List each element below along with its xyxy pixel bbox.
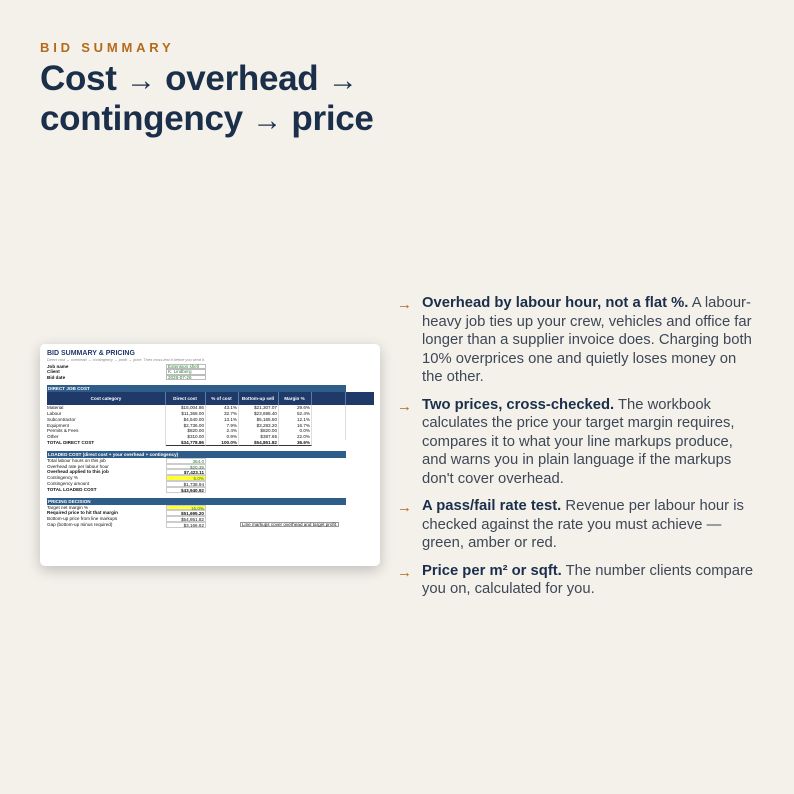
table-header <box>47 392 374 405</box>
column-header-blank <box>312 392 346 405</box>
table-cell: 22.0% <box>279 434 312 440</box>
row-label: Contingency amount <box>47 480 90 486</box>
feature-body: A labour-heavy job ties up your crew, vehicles and office far longer than a supplier invoice does. Charging both 10% overprices one and quietly loses money on the other. <box>422 295 752 385</box>
row-label: Total labour hours on this job <box>47 457 106 463</box>
column-header: Cost category <box>47 392 166 405</box>
feature-lead: Two prices, cross-checked. <box>422 396 615 413</box>
gap-status-note: Line markups cover overhead and target profit. <box>242 521 338 527</box>
table-cell: 0.0% <box>279 428 312 434</box>
arrow-bullet-icon: → <box>397 397 412 415</box>
row-label: Target net margin % <box>47 504 89 510</box>
meta-value: 2026-07-26 <box>166 375 206 380</box>
row-value: $20.39 <box>166 464 206 470</box>
feature-item <box>397 396 757 489</box>
feature-lead: Overhead by labour hour, not a flat %. <box>422 295 689 311</box>
row-value: $43,940.92 <box>166 487 206 493</box>
table-cell: $820.00 <box>166 428 206 434</box>
table-cell: 16.7% <box>279 423 312 429</box>
table-cell: Labour <box>47 411 166 417</box>
meta-value: K. Lindberg <box>166 369 206 374</box>
title-part-price: price <box>291 99 374 138</box>
table-cell: $2,736.00 <box>166 423 206 429</box>
table-cell: 43.1% <box>206 405 239 411</box>
direct-cost-rows <box>47 405 374 440</box>
meta-value: Extension shell <box>166 364 206 369</box>
sheet-subtitle: Direct cost → overhead → contingency → profit → price. Then cross-test it before you send it. <box>47 358 205 362</box>
feature-text <box>422 294 757 387</box>
table-cell: 2.4% <box>206 428 239 434</box>
eyebrow-label: BID SUMMARY <box>40 40 175 55</box>
row-value: 5.0% <box>166 475 206 481</box>
title-part-contingency: contingency <box>40 99 243 138</box>
feature-list <box>397 294 757 608</box>
table-cell: $820.00 <box>239 428 279 434</box>
table-cell: 7.9% <box>206 423 239 429</box>
loaded-cost-rows <box>47 458 374 493</box>
row-value: $7,423.11 <box>166 469 206 475</box>
table-cell: 32.7% <box>206 411 239 417</box>
arrow-icon: → <box>126 64 156 97</box>
arrow-bullet-icon: → <box>397 563 412 581</box>
row-value: 15.0% <box>166 505 206 511</box>
section-band-loaded: LOADED COST (direct cost + your overhead + contingency) <box>47 451 346 458</box>
table-cell: $34,778.86 <box>166 440 206 446</box>
table-cell: 36.6% <box>279 440 312 446</box>
row-value: $54,861.82 <box>166 516 206 522</box>
sheet-meta <box>47 364 374 380</box>
table-cell: $11,368.00 <box>166 411 206 417</box>
title-part-overhead: overhead <box>165 59 319 98</box>
table-cell: Permits & Fees <box>47 428 166 434</box>
feature-item <box>397 497 757 553</box>
table-row <box>47 522 374 528</box>
table-cell: $5,165.50 <box>239 417 279 423</box>
feature-text <box>422 562 757 599</box>
feature-item <box>397 294 757 387</box>
column-header: Margin % <box>279 392 312 405</box>
feature-body: The workbook calculates the price your target margin requires, compares it to what your line markups produce, and warns you in plain language if the markups don't cover overhead. <box>422 396 735 487</box>
row-label: TOTAL LOADED COST <box>47 486 97 492</box>
sheet-title: BID SUMMARY & PRICING <box>47 350 135 357</box>
row-label: Contingency % <box>47 475 78 481</box>
table-cell: $310.00 <box>166 434 206 440</box>
column-header: Bottom-up sell <box>239 392 279 405</box>
table-cell: 100.0% <box>206 440 239 446</box>
section-band-direct: DIRECT JOB COST <box>47 385 346 392</box>
spreadsheet-preview <box>40 344 380 566</box>
table-cell: Equipment <box>47 423 166 429</box>
feature-lead: Price per m² or sqft. <box>422 562 562 579</box>
row-label: Overhead applied to this job <box>47 469 109 475</box>
section-band-pricing: PRICING DECISION <box>47 498 346 505</box>
table-cell: $21,307.07 <box>239 405 279 411</box>
table-cell: $54,861.82 <box>239 440 279 446</box>
arrow-bullet-icon: → <box>397 296 412 313</box>
feature-text <box>422 396 757 489</box>
arrow-icon: → <box>327 64 358 97</box>
row-value: $3,166.62 <box>166 522 206 528</box>
row-label: Gap (bottom-up minus required) <box>47 521 113 527</box>
row-label: Bottom-up price from line markups <box>47 516 118 522</box>
title-part-cost: Cost <box>40 59 117 98</box>
row-label: Overhead rate per labour hour <box>47 463 109 469</box>
meta-label: Client <box>47 369 60 375</box>
table-cell: Other <box>47 434 166 440</box>
table-cell: Material <box>47 405 166 411</box>
table-cell: 29.6% <box>279 405 312 411</box>
feature-body: The number clients compare you on, calculated for you. <box>422 562 754 597</box>
feature-item <box>397 562 757 599</box>
pricing-rows <box>47 505 374 528</box>
table-cell: $387.65 <box>239 434 279 440</box>
row-value: $51,695.20 <box>166 510 206 516</box>
table-cell: $15,004.86 <box>166 405 206 411</box>
table-cell: $3,283.20 <box>239 423 279 429</box>
table-cell: $23,698.40 <box>239 411 279 417</box>
row-value: 364.0 <box>166 458 206 464</box>
feature-body: Revenue per labour hour is checked against the rate you must achieve — green, amber or red. <box>422 498 744 551</box>
feature-text <box>422 497 757 553</box>
table-cell: $4,540.00 <box>166 417 206 423</box>
table-cell: Subcontractor <box>47 417 166 423</box>
column-header: Direct cost <box>166 392 206 405</box>
feature-lead: A pass/fail rate test. <box>422 498 562 514</box>
meta-label: Job name <box>47 364 69 369</box>
meta-label: Bid date <box>47 374 66 380</box>
arrow-bullet-icon: → <box>397 499 412 516</box>
column-header: % of cost <box>206 392 239 405</box>
table-cell: 0.9% <box>206 434 239 440</box>
table-cell: 12.1% <box>279 417 312 423</box>
page-title <box>40 60 560 140</box>
table-cell: 52.4% <box>279 411 312 417</box>
arrow-icon: → <box>252 104 282 137</box>
row-value: $1,738.94 <box>166 481 206 487</box>
table-cell: TOTAL DIRECT COST <box>47 440 166 446</box>
row-label: Required price to hit that margin <box>47 510 118 516</box>
table-cell: 13.1% <box>206 417 239 423</box>
table-cell <box>312 434 346 440</box>
